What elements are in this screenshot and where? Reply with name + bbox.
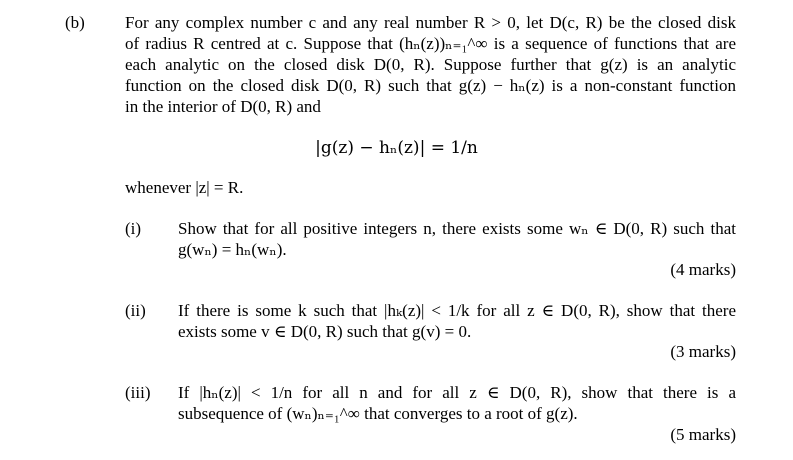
- intro-line: each analytic on the closed disk D(0, R). Suppose further that g(z) is an analytic: [125, 55, 736, 74]
- subpart-line: exists some v ∈ D(0, R) such that g(v) = 0.: [178, 322, 472, 341]
- part-label: (b): [65, 13, 85, 32]
- whenever-text: whenever |z| = R.: [125, 178, 244, 197]
- subpart-label: (iii): [125, 383, 151, 402]
- display-equation: |g(z) − hₙ(z)| = 1/n: [315, 138, 478, 158]
- intro-line: function on the closed disk D(0, R) such that g(z) − hₙ(z) is a non-constant function: [125, 76, 736, 95]
- intro-line: of radius R centred at c. Suppose that (hₙ(z))ₙ₌₁^∞ is a sequence of functions that are: [125, 34, 736, 53]
- marks-label: (4 marks): [670, 260, 736, 279]
- intro-line: in the interior of D(0, R) and: [125, 97, 321, 116]
- subpart-line: If there is some k such that |hₖ(z)| < 1/k for all z ∈ D(0, R), show that there: [178, 301, 736, 320]
- marks-label: (3 marks): [670, 342, 736, 361]
- subpart-line: g(wₙ) = hₙ(wₙ).: [178, 240, 287, 259]
- subpart-line: If |hₙ(z)| < 1/n for all n and for all z ∈ D(0, R), show that there is a: [178, 383, 736, 402]
- subpart-line: Show that for all positive integers n, there exists some wₙ ∈ D(0, R) such that: [178, 219, 736, 238]
- subpart-label: (i): [125, 219, 142, 238]
- intro-line: For any complex number c and any real number R > 0, let D(c, R) be the closed disk: [125, 13, 736, 32]
- marks-label: (5 marks): [670, 425, 736, 444]
- subpart-line: subsequence of (wₙ)ₙ₌₁^∞ that converges to a root of g(z).: [178, 404, 578, 423]
- subpart-label: (ii): [125, 301, 146, 320]
